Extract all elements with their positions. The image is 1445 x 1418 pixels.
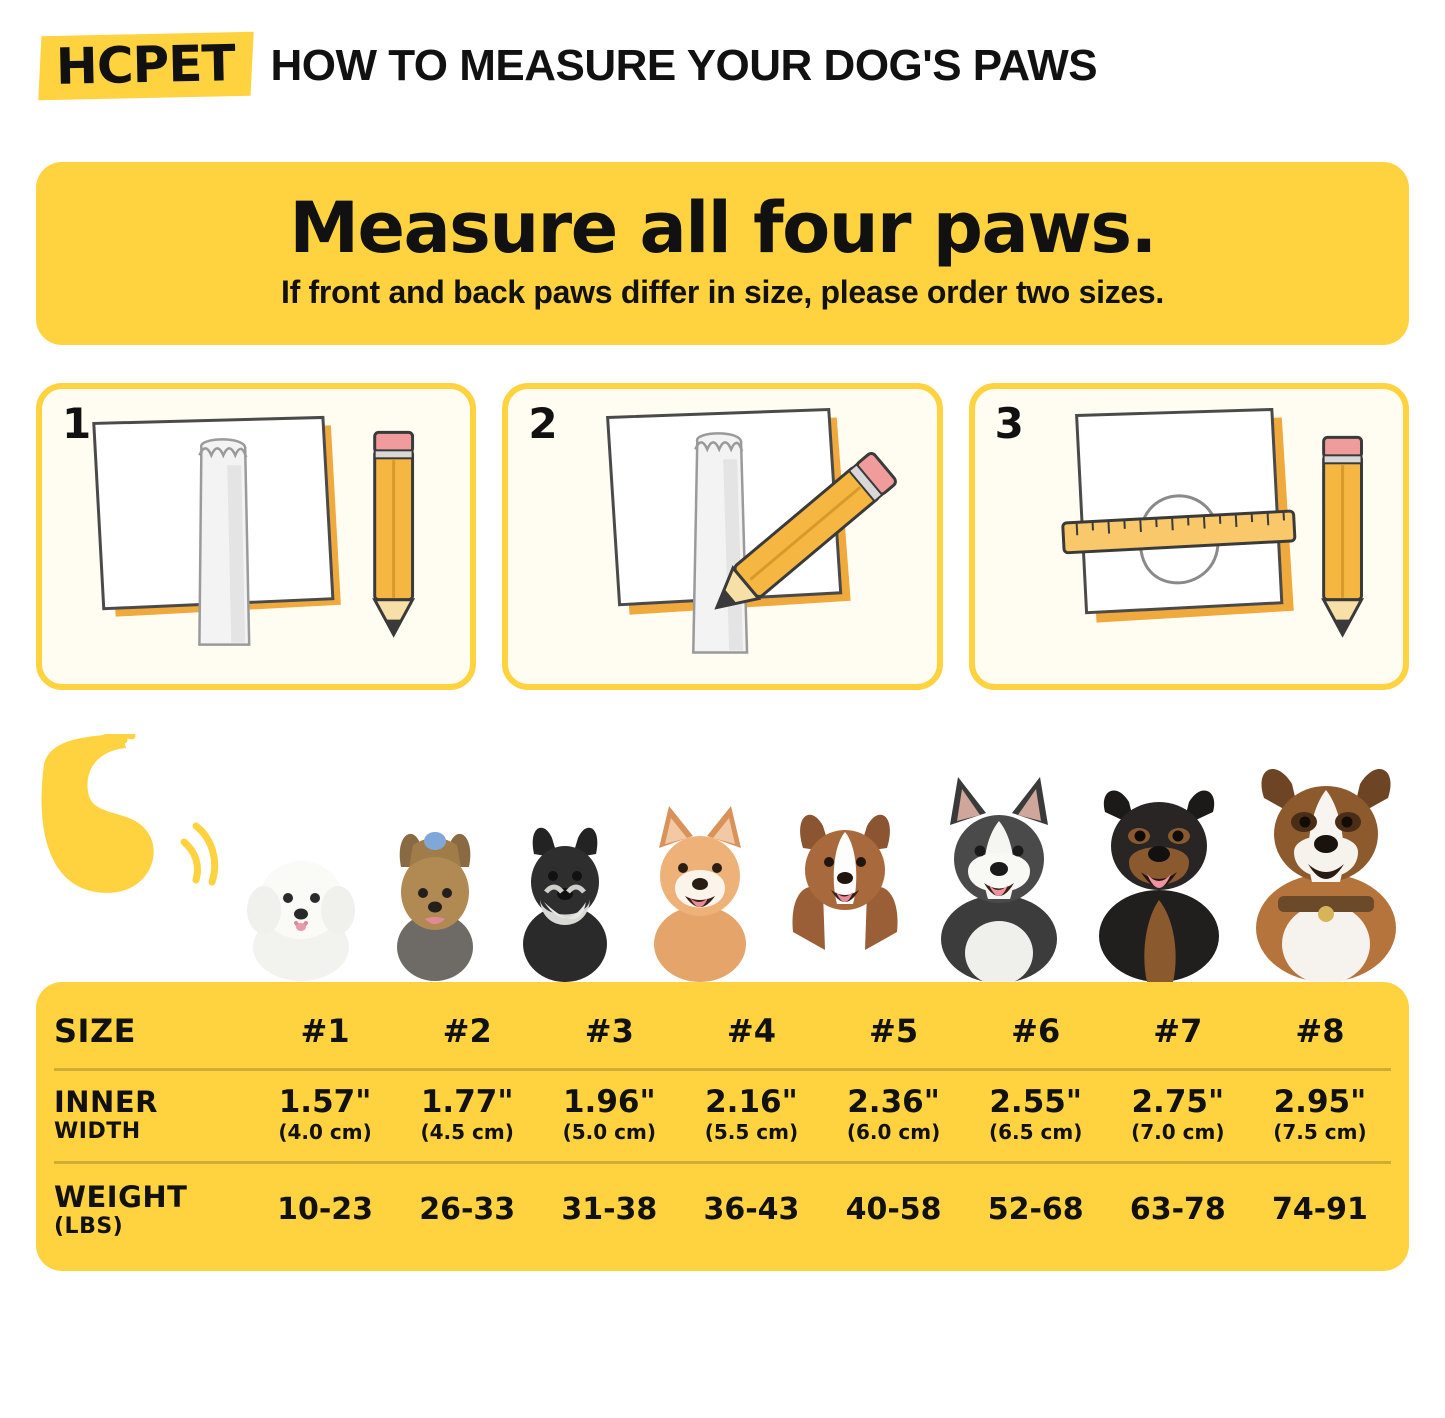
row-label-size: SIZE (54, 1011, 137, 1050)
weight-cell: 36-43 (703, 1191, 800, 1227)
table-row-weight (54, 1164, 1391, 1245)
dog-shiba-inu (635, 792, 765, 982)
inner-width-inch: 2.16" (705, 1083, 798, 1120)
weight-cell: 74-91 (1271, 1191, 1368, 1227)
inner-width-cm: (6.0 cm) (846, 1119, 941, 1144)
row-label-weight-text: WEIGHT (54, 1179, 188, 1214)
table-row-size (54, 1004, 1391, 1068)
inner-width-cell (538, 1071, 680, 1161)
inner-width-cell (1249, 1071, 1391, 1161)
banner-subtext: If front and back paws differ in size, please order two sizes. (281, 273, 1164, 310)
step-card-3 (969, 383, 1409, 690)
size-cell: #3 (584, 1011, 634, 1050)
inner-width-cm: (6.5 cm) (989, 1119, 1083, 1144)
page-title: HOW TO MEASURE YOUR DOG'S PAWS (270, 41, 1098, 90)
dog-australian-shepherd (775, 782, 915, 982)
step-number-2: 2 (528, 398, 558, 448)
paw-on-paper-icon (42, 389, 470, 684)
inner-width-cell (680, 1071, 822, 1161)
brand-badge (38, 32, 254, 100)
dog-lineup (36, 712, 1409, 982)
step-number-1: 1 (62, 398, 92, 448)
weight-cell: 52-68 (987, 1191, 1084, 1227)
weight-cell: 31-38 (561, 1191, 658, 1227)
measure-banner (36, 162, 1409, 345)
inner-width-inch: 2.95" (1273, 1083, 1367, 1120)
table-row-inner-width (54, 1071, 1391, 1161)
ruler-measure-icon (975, 389, 1403, 684)
weight-cell: 63-78 (1129, 1191, 1226, 1227)
size-cell: #1 (300, 1011, 350, 1050)
inner-width-cm: (5.0 cm) (562, 1119, 656, 1144)
dog-rottweiler (1083, 750, 1235, 982)
brand-logo-text: HCPET (55, 34, 236, 96)
inner-width-cm: (4.5 cm) (420, 1119, 514, 1144)
banner-headline: Measure all four paws. (289, 187, 1156, 269)
tracing-paw-pencil-icon (508, 389, 936, 684)
inner-width-cell (254, 1071, 396, 1161)
inner-width-inch: 1.96" (562, 1083, 656, 1120)
inner-width-cell (1107, 1071, 1249, 1161)
size-cell: #2 (442, 1011, 492, 1050)
size-cell: #8 (1295, 1011, 1345, 1050)
inner-width-cm: (7.0 cm) (1131, 1119, 1225, 1144)
dog-yorkshire-terrier (375, 807, 495, 982)
steps-row (36, 383, 1409, 690)
dog-schnauzer (504, 802, 626, 982)
dog-breed-row (236, 732, 1409, 982)
size-cell: #7 (1153, 1011, 1203, 1050)
step-card-2 (502, 383, 942, 690)
size-cell: #6 (1011, 1011, 1061, 1050)
inner-width-cell (396, 1071, 538, 1161)
inner-width-inch: 2.75" (1131, 1083, 1225, 1120)
inner-width-inch: 1.57" (278, 1083, 372, 1120)
weight-cell: 26-33 (419, 1191, 516, 1227)
inner-width-inch: 2.36" (847, 1083, 940, 1120)
size-cell: #4 (726, 1011, 776, 1050)
row-label-inner-width (54, 1071, 254, 1161)
row-label-weight (54, 1164, 254, 1245)
step-card-1 (36, 383, 476, 690)
dog-saint-bernard (1244, 732, 1409, 982)
dog-bichon-frise (236, 822, 366, 982)
inner-width-cm: (5.5 cm) (704, 1119, 799, 1144)
page-header (0, 0, 1445, 110)
yellow-swoosh-icon (36, 734, 236, 904)
row-label-inner: INNER (54, 1085, 158, 1120)
inner-width-cell (823, 1071, 965, 1161)
weight-cell: 40-58 (845, 1191, 942, 1227)
row-label-width: WIDTH (54, 1119, 141, 1145)
step-number-3: 3 (994, 398, 1024, 448)
size-cell: #5 (869, 1011, 919, 1050)
dog-husky (924, 767, 1074, 982)
inner-width-cm: (4.0 cm) (278, 1119, 372, 1144)
inner-width-inch: 1.77" (420, 1083, 514, 1120)
inner-width-cell (965, 1071, 1107, 1161)
size-chart-table (36, 982, 1409, 1271)
weight-cell: 10-23 (277, 1191, 374, 1227)
inner-width-inch: 2.55" (989, 1083, 1082, 1120)
row-label-weight-unit: (LBS) (54, 1213, 124, 1239)
inner-width-cm: (7.5 cm) (1273, 1119, 1367, 1144)
